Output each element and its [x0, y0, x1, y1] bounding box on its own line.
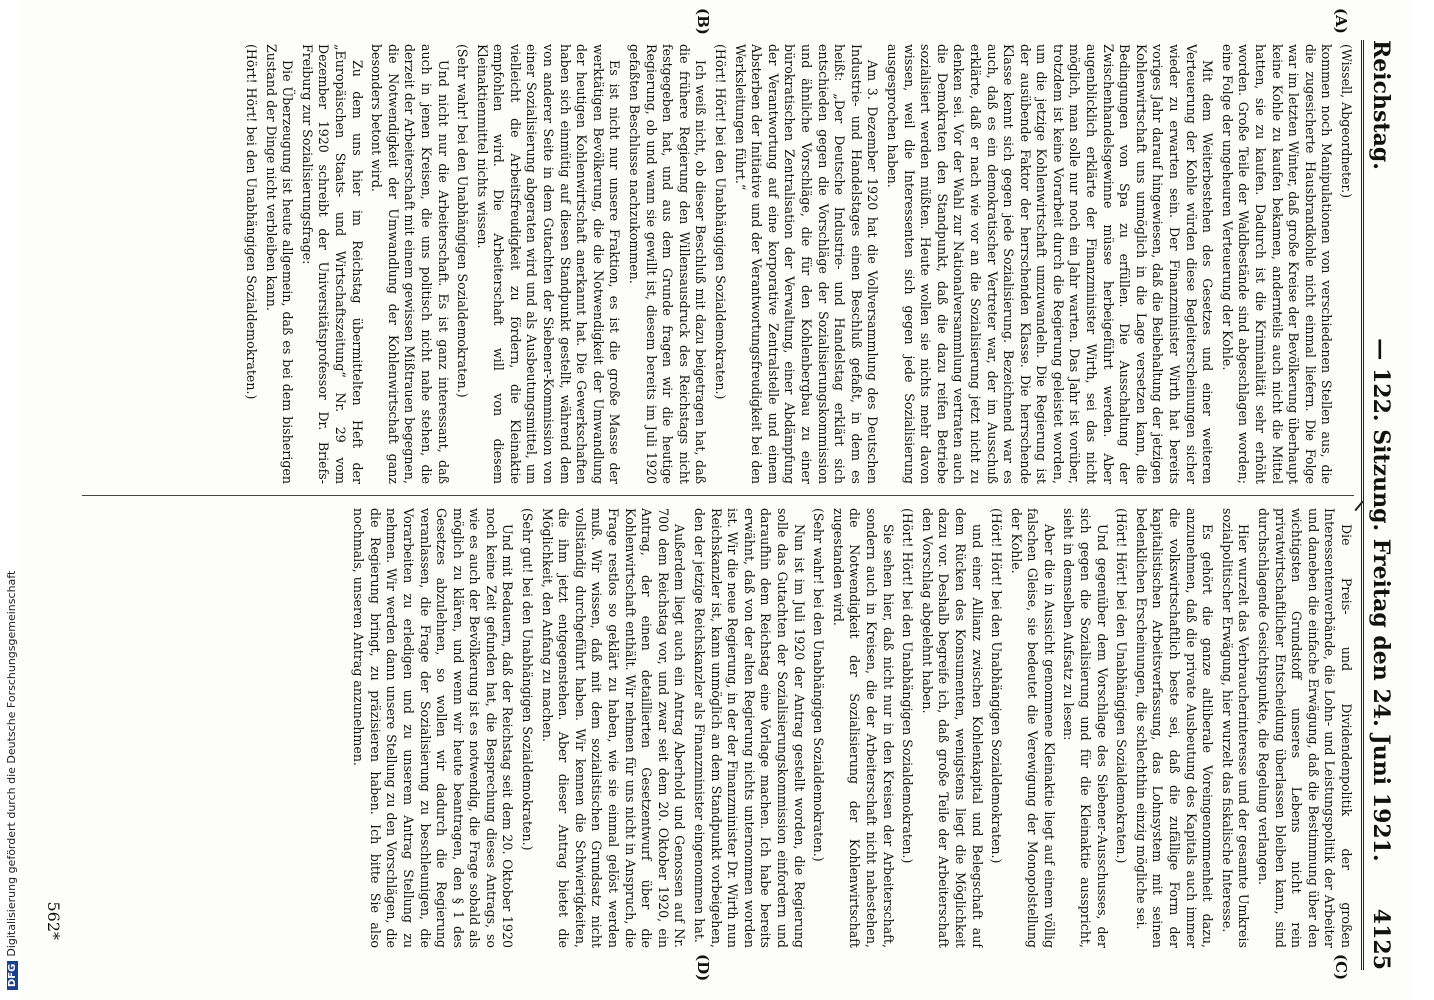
paragraph: (Sehr gut! bei den Unabhängigen Sozialdemokraten.) — [520, 508, 536, 851]
paragraph: (Wissell, Abgeordneter.) — [1339, 44, 1354, 199]
paragraph: Zu dem uns hier im Reichstag übermittelten Heft der „Europäischen Staats- und Wirtschaftszeitung“ Nr. 29 vom Dezember 1920 schreibt der Universitätsprofessor Dr. Briefs-Freiburg zur Sozialisierungsfrage: — [299, 44, 365, 484]
paragraph: Und gegenüber dem Vorschlage des Siebener-Ausschusses, der sich gegen die Sozialisierung und für die Kleinaktie ausspricht, sieht in demselben Aufsatz zu lesen: — [1061, 508, 1110, 948]
paragraph: Und mit Bedauern, daß der Reichstag seit dem 20. Oktober 1920 noch keine Zeit gefunden hat, die Besprechung dieses Antrags, so wie es auch der Bevölkerung ist es notwendig, die Frage sobald als möglich zu klären, und wenn wir heute beantragen, den § 1 des Gesetzes abzulehnen, so wollen wir dadurch die Regierung veranlassen, die Frage der Sozialisierung zu beschleunigen, die Vorarbeiten zu erledigen und zu unserem Antrag Stellung zu nehmen. Wir werden dann unsere Stellung zu den Vorschlägen, die die Regierung bringt, zu präzisieren haben. Ich bitte Sie also nochmals, unseren Antrag anzunehmen. — [351, 508, 516, 948]
page-header — [1361, 40, 1398, 970]
newspaper-sheet — [22, 0, 1412, 1000]
marker-a: (A) — [1332, 8, 1350, 34]
paragraph: Sie sehen hier, daß nicht nur in den Kreisen der Arbeiterschaft, sondern auch in Kreisen, die der Arbeiterschaft nicht nahestehen, die Notwendigkeit der Sozialisierung der Kohlenwirtschaft zugestanden wird. — [830, 508, 896, 948]
paragraph: (Sehr wahr! bei den Unabhängigen Sozialdemokraten.) — [455, 44, 471, 398]
column-rule — [82, 495, 1354, 496]
paragraph: Nun ist im Juli 1920 der Antrag gestellt worden, die Regierung solle das Gutachten der Sozialisierungskommission einfordern und daraufhin dem Reichstag eine Vorlage machen. Ich habe bereits erwähnt, daß von der alten Regierung nichts unternommen worden ist. Wir die neue Regierung, in der der Finanzminister Dr. Wirth nun Reichskanzler ist, kann unmöglich an dem Standpunkt vorbeigehen, den der jetzige Reichskanzler als Finanzminister eingenommen hat. — [692, 508, 807, 948]
paragraph: Die Preis- und Dividendenpolitik der großen Interessentenverbände, die Lohn- und Leistungspolitik der Arbeiter und daneben die einfache Erwägung, daß die Bestimmung über den wichtigsten Grundstoff unseres Lebens nicht rein privatwirtschaftlicher Entscheidung überlassen bleiben kann, sind durchschlagende Gesichtspunkte, die Regelung verlangen. — [1256, 508, 1354, 948]
paragraph: und einer Allianz zwischen Kohlenkapital und Belegschaft auf dem Rücken des Konsumenten, wenigstens liegt die Möglichkeit dazu vor. Deshalb begreife ich, daß große Teile der Arbeiterschaft den Vorschlag abgelehnt haben. — [919, 508, 985, 948]
paragraph: Am 3. Dezember 1920 hat die Vollversammlung des Deutschen Industrie- und Handelstages einen Beschluß gefaßt, in dem es heißt: „Der Deutsche Industrie- und Handelstag erklärt sich entschieden gegen die Vorschläge der Sozialisierungskommission und ähnliche Vorschläge, die für den Kohlenbergbau zu einer bürokratischen Zentralisation der Verwaltung, einer Abdämpfung der Verantwortung auf eine korporative Zentralstelle und einem Absterben der Initiative und der Verantwortungsfreudigkeit bei den Werksleitungen führt.“ — [732, 44, 881, 484]
paragraph: Es gehört die ganze altliberale Voreingenommenheit dazu, anzunehmen, daß die private Ausbeutung des Kapitals auch immer die volkswirtschaftlich beste sei, daß die zufällige Form der kapitalistischen Arbeitsverfassung, das Lohnsystem mit seinen bedenklichen Erscheinungen, die schlechthin einzig mögliche sei. — [1133, 508, 1216, 948]
page-number: 4125 — [1368, 908, 1394, 970]
marker-d: (D) — [694, 954, 712, 982]
digitization-footer — [2, 560, 22, 1000]
marker-b: (B) — [694, 8, 712, 35]
paragraph: Ich weiß nicht, ob dieser Beschluß mit dazu beigetragen hat, daß die frühere Regierung den Willensausdruck des Reichstags nicht festgegeben hat, und aus dem Grunde fragen wir die heutige Regierung, ob und wann sie gewillt ist, diesem bereits im Juli 1920 gefaßten Beschlusse nachzukommen. — [627, 44, 709, 484]
paragraph: Die Überzeugung ist heute allgemein, daß es bei dem bisherigen Zustand der Dinge nicht verbleiben kann. — [263, 44, 296, 484]
marker-c: (C) — [1332, 954, 1350, 981]
paragraph: (Hört! Hört! bei den Unabhängigen Sozialdemokraten.) — [713, 44, 729, 400]
paragraph: kommen noch Manipulationen von verschiedenen Stellen aus, die die zugesicherte Hausbrandkohle nicht einmal liefern. Die Folge war im letzten Winter, daß große Kreise der Bevölkerung überhaupt keine Kohle zu kaufen bekamen, andernteils auch nicht die Mittel hatten, sie zu kaufen. Dadurch ist die Kriminalität sehr erhöht worden. Große Teile der Waldbestände sind abgeschlagen worden; eine Folge der ungeheuren Verteuerung der Kohle. — [1219, 44, 1335, 484]
paragraph: (Sehr wahr! bei den Unabhängigen Sozialdemokraten.) — [811, 508, 827, 862]
header-center: — 122. Sitzung. Freitag den 24. Juni 1921. — [1368, 338, 1394, 862]
dfg-logo: DFG — [7, 961, 18, 990]
digitization-note — [5, 550, 21, 990]
footer-page-number: 562* — [44, 901, 63, 940]
paragraph: (Hört! Hört! bei den Unabhängigen Sozialdemokraten.) — [989, 508, 1005, 864]
paragraph: Es ist nicht nur unsere Fraktion, es ist die große Masse der werktätigen Bevölkerung, die die Notwendigkeit der Umwandlung der heutigen Kohlenwirtschaft anerkannt hat. Die Gewerkschaften haben sich einmütig auf diesen Standpunkt gestellt, während dem von anderer Seite in dem Gutachten der Siebener-Kommission von einer Sozialisierung abgeraten wird und als Ausbeutungsmittel, um vielleicht die Arbeitsfreudigkeit zu fördern, die Kleinaktie empfohlen wird. Die Arbeiterschaft will von diesem Kleinaktienmittel nichts wissen. — [474, 44, 623, 484]
digitization-text: Digitalisierung gefördert durch die Deutsche Forschungsgemeinschaft — [5, 570, 18, 957]
left-column — [82, 44, 1354, 484]
paragraph: (Hört! Hört! bei den Unabhängigen Sozialdemokraten.) — [900, 508, 916, 864]
paragraph: Außerdem liegt auch ein Antrag Aberhold und Genossen auf Nr. 700 dem Reichstag vor, und zwar seit dem 20. Oktober 1920, ein Antrag, der einen detaillierten Gesetzentwurf über die Kohlenwirtschaft enthält. Wir nehmen für uns nicht in Anspruch, die Frage restlos so geklärt zu haben, wie sie einmal gelöst werden muß. Wir wissen, daß mit dem sozialistischen Grundsatz nicht vollständig durchgeführt haben. Wir kennen die Schwierigkeiten, die ihm jetzt entgegenstehen. Aber dieser Antrag bietet die Möglichkeit, den Anfang zu machen. — [539, 508, 688, 948]
paragraph: Und nicht nur die Arbeiterschaft. Es ist ganz interessant, daß auch in jenen Kreisen, die uns politisch nicht nahe stehen, die derzeit der Arbeiterschaft mit einem gewissen Mißtrauen begegnen, die Notwendigkeit der Umwandlung der Kohlenwirtschaft ganz besonders betont wird. — [369, 44, 451, 484]
header-left: Reichstag. — [1368, 40, 1394, 170]
paragraph: Mit dem Weiterbestehen des Gesetzes und einer weiteren Verteuerung der Kohle würden diese Begleiterscheinungen sicher wieder zu erwarten sein. Der Finanzminister Wirth hat bereits voriges Jahr darauf hingewiesen, daß die Beibehaltung der jetzigen Kohlenwirtschaft uns unmöglich in die Lage versetzen kann, die Bedingungen von Spa zu erfüllen. Die Ausschaltung der Zwischenhandelsgewinne müsse herbeigeführt werden. Aber augenblicklich erklärte der Finanzminister Wirth, sei das nicht möglich, man solle nur noch ein Jahr warten. Das Jahr ist vorüber, trotzdem ist keine Vorarbeit durch die Regierung geleistet worden, um die jetzige Kohlenwirtschaft umzuwandeln. Die Regierung ist der ausübende Faktor der herrschenden Klasse. Die herrschende Klasse kennt sich gegen jede Sozialisierung. Bezeichnend war es auch, daß es ein demokratischer Vertreter war, der im Ausschuß erklärte, daß er nach wie vor an die Sozialisierung jetzt nicht zu denken sei. Vor der Wahl zur Nationalversammlung vertraten auch die Demokraten den Standpunkt, daß die dazu reifen Betriebe sozialisiert werden müßten. Heute wollen sie nichts mehr davon wissen, weil die Interessenten sich gegen jede Sozialisierung ausgesprochen haben. — [884, 44, 1216, 484]
right-column — [82, 508, 1354, 948]
paragraph: (Hört! Hört! bei den Unabhängigen Sozialdemokraten.) — [244, 44, 259, 400]
paragraph: (Hört! Hört! bei den Unabhängigen Sozialdemokraten.) — [1114, 508, 1130, 864]
paragraph: Hier wurzelt das Verbraucherinteresse und der gesamte Umkreis sozialpolitischer Erwägung, hier wurzelt das fiskalische Interesse. — [1219, 508, 1252, 948]
paragraph: Aber die in Aussicht genommene Kleinaktie liegt auf einem völlig falschen Gleise, sie bedeutet die Verewigung der Monopolstellung der Kohle. — [1008, 508, 1057, 948]
